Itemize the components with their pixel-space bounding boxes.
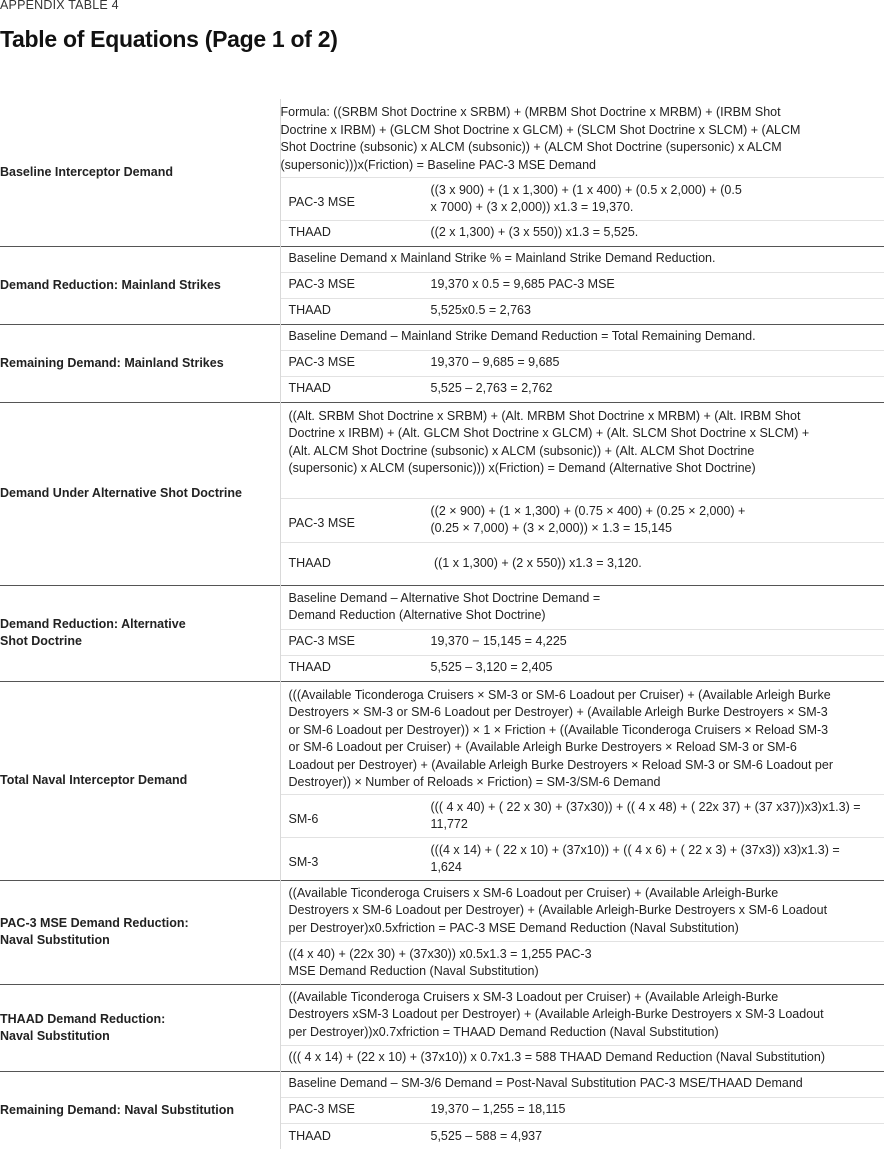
row-value: 5,525 – 3,120 = 2,405 (430, 660, 553, 675)
row-value: 19,370 − 15,145 = 4,225 (430, 634, 567, 649)
row-value: ((3 x 900) + (1 x 1,300) + (1 x 400) + (0.5 x 2,000) + (0.5 x 7000) + (3 x 2,000)) x1.3 = 19,370. (430, 182, 742, 214)
table-row (0, 402, 884, 498)
appendix-label: APPENDIX TABLE 4 (0, 0, 119, 12)
table-row (0, 99, 884, 177)
row-name: PAC-3 MSE (288, 634, 355, 649)
formula-cell: ((Available Ticonderoga Cruisers x SM-6 Loadout per Cruiser) + (Available Arleigh-Burke Destroyers x SM-6 Loadout per Destroyer) + (Available Arleigh-Burke Destroyers x SM-6 Loadout per Destroyer)x0.5xfriction = PAC-3 MSE Demand Reduction (Naval Substitution) (280, 880, 884, 941)
value-cell (280, 177, 884, 220)
row-name: THAAD (288, 225, 331, 240)
value-cell (280, 298, 884, 324)
row-name: PAC-3 MSE (288, 194, 355, 209)
value-cell (280, 542, 884, 585)
row-name: THAAD (288, 381, 331, 396)
table-row (0, 585, 884, 629)
value-cell (280, 272, 884, 298)
row-value: 5,525x0.5 = 2,763 (430, 303, 531, 318)
value-cell (280, 350, 884, 376)
row-value: ((2 x 1,300) + (3 x 550)) x1.3 = 5,525. (430, 225, 639, 240)
formula-cell: (((Available Ticonderoga Cruisers × SM-3 or SM-6 Loadout per Cruiser) + (Available Arleigh Burke Destroyers × SM-3 or SM-6 Loadout per Destroyer) + (Available Arleigh Burke Destroyers × SM-3 or SM-6 Loadout per Destroyer)) × 1 × Friction + ((Available Ticonderoga Cruisers × Reload SM-3 or SM-6 Loadout per Cruiser) + (Available Arleigh Burke Destroyers × Reload SM-3 or SM-6 Loadout per Destroyer) + (Available Arleigh Burke Destroyers × Reload SM-3 or SM-6 Loadout per Destroyer)) × Number of Reloads × Friction) = SM-3/SM-6 Demand (280, 681, 884, 794)
table-row (0, 880, 884, 941)
section-label: Demand Under Alternative Shot Doctrine (0, 402, 280, 585)
section-label: Remaining Demand: Naval Substitution (0, 1071, 280, 1149)
row-value: ((( 4 x 40) + ( 22 x 30) + (37x30)) + (( 4 x 48) + ( 22x 37) + (37 x37))x3)x1.3) = 11,772 (430, 799, 861, 831)
row-value: 19,370 – 9,685 = 9,685 (430, 355, 560, 370)
row-name: SM-6 (288, 811, 319, 826)
formula-cell: Baseline Demand – Mainland Strike Demand Reduction = Total Remaining Demand. (280, 324, 884, 350)
formula-cell: Baseline Demand – SM-3/6 Demand = Post-Naval Substitution PAC-3 MSE/THAAD Demand (280, 1071, 884, 1097)
row-value: 5,525 – 588 = 4,937 (430, 1128, 543, 1143)
formula-cell: ((( 4 x 14) + (22 x 10) + (37x10)) x 0.7x1.3 = 588 THAAD Demand Reduction (Naval Substitution) (280, 1045, 884, 1071)
row-value: (((4 x 14) + ( 22 x 10) + (37x10)) + (( 4 x 6) + ( 22 x 3) + (37x3)) x3)x1.3) = 1,624 (430, 842, 840, 874)
formula-cell: ((4 x 40) + (22x 30) + (37x30)) x0.5x1.3 = 1,255 PAC-3 MSE Demand Reduction (Naval Substitution) (280, 941, 884, 984)
table-row (0, 984, 884, 1045)
section-label: PAC-3 MSE Demand Reduction: Naval Substitution (0, 880, 280, 984)
row-name: PAC-3 MSE (288, 355, 355, 370)
value-cell (280, 794, 884, 837)
table-row (0, 246, 884, 272)
section-label: Remaining Demand: Mainland Strikes (0, 324, 280, 402)
formula-cell: Baseline Demand – Alternative Shot Doctrine Demand = Demand Reduction (Alternative Shot Doctrine) (280, 585, 884, 629)
formula-cell: Baseline Demand x Mainland Strike % = Mainland Strike Demand Reduction. (280, 246, 884, 272)
section-label: Baseline Interceptor Demand (0, 99, 280, 246)
value-cell (280, 1097, 884, 1123)
section-label: Demand Reduction: Alternative Shot Doctrine (0, 585, 280, 681)
value-cell (280, 629, 884, 655)
row-name: THAAD (288, 303, 331, 318)
row-name: PAC-3 MSE (288, 277, 355, 292)
row-name: SM-3 (288, 854, 319, 869)
section-label: THAAD Demand Reduction: Naval Substitution (0, 984, 280, 1071)
value-cell (280, 220, 884, 246)
formula-cell: ((Available Ticonderoga Cruisers x SM-3 Loadout per Cruiser) + (Available Arleigh-Burke Destroyers xSM-3 Loadout per Destroyer) + (Available Arleigh-Burke Destroyers x SM-3 Loadout per Destroyer))x0.7xfriction = THAAD Demand Reduction (Naval Substitution) (280, 984, 884, 1045)
value-cell (280, 498, 884, 542)
row-value: 5,525 – 2,763 = 2,762 (430, 381, 553, 396)
row-name: THAAD (288, 555, 331, 570)
row-name: PAC-3 MSE (288, 1102, 355, 1117)
row-value: 19,370 – 1,255 = 18,115 (430, 1102, 566, 1117)
equations-table (0, 99, 884, 1149)
value-cell (280, 837, 884, 880)
table-row (0, 681, 884, 794)
page-title: Table of Equations (Page 1 of 2) (0, 26, 338, 52)
row-value: ((1 x 1,300) + (2 x 550)) x1.3 = 3,120. (430, 555, 642, 570)
row-name: PAC-3 MSE (288, 516, 355, 531)
formula-cell: Formula: ((SRBM Shot Doctrine x SRBM) + (MRBM Shot Doctrine x MRBM) + (IRBM Shot Doctrine x IRBM) + (GLCM Shot Doctrine x GLCM) + (SLCM Shot Doctrine x SLCM) + (ALCM Shot Doctrine (subsonic) x ALCM (subsonic)) + (ALCM Shot Doctrine (supersonic) x ALCM (supersonic)))x(Friction) = Baseline PAC-3 MSE Demand (280, 105, 801, 172)
formula-cell: ((Alt. SRBM Shot Doctrine x SRBM) + (Alt. MRBM Shot Doctrine x MRBM) + (Alt. IRBM Shot Doctrine x IRBM) + (Alt. GLCM Shot Doctrine x GLCM) + (Alt. SLCM Shot Doctrine x SLCM) + (Alt. ALCM Shot Doctrine (subsonic) x ALCM (subsonic)) + (Alt. ALCM Shot Doctrine (supersonic) x ALCM (supersonic))) x(Friction) = Demand (Alternative Shot Doctrine) (280, 402, 884, 498)
row-name: THAAD (288, 1128, 331, 1143)
value-cell (280, 1123, 884, 1149)
section-label: Demand Reduction: Mainland Strikes (0, 246, 280, 324)
table-row (0, 1071, 884, 1097)
section-label: Total Naval Interceptor Demand (0, 681, 280, 880)
table-row (0, 324, 884, 350)
value-cell (280, 376, 884, 402)
row-name: THAAD (288, 660, 331, 675)
value-cell (280, 655, 884, 681)
row-value: 19,370 x 0.5 = 9,685 PAC-3 MSE (430, 277, 615, 292)
row-value: ((2 × 900) + (1 × 1,300) + (0.75 × 400) + (0.25 × 2,000) + (0.25 × 7,000) + (3 × 2,000)) × 1.3 = 15,145 (430, 503, 746, 535)
